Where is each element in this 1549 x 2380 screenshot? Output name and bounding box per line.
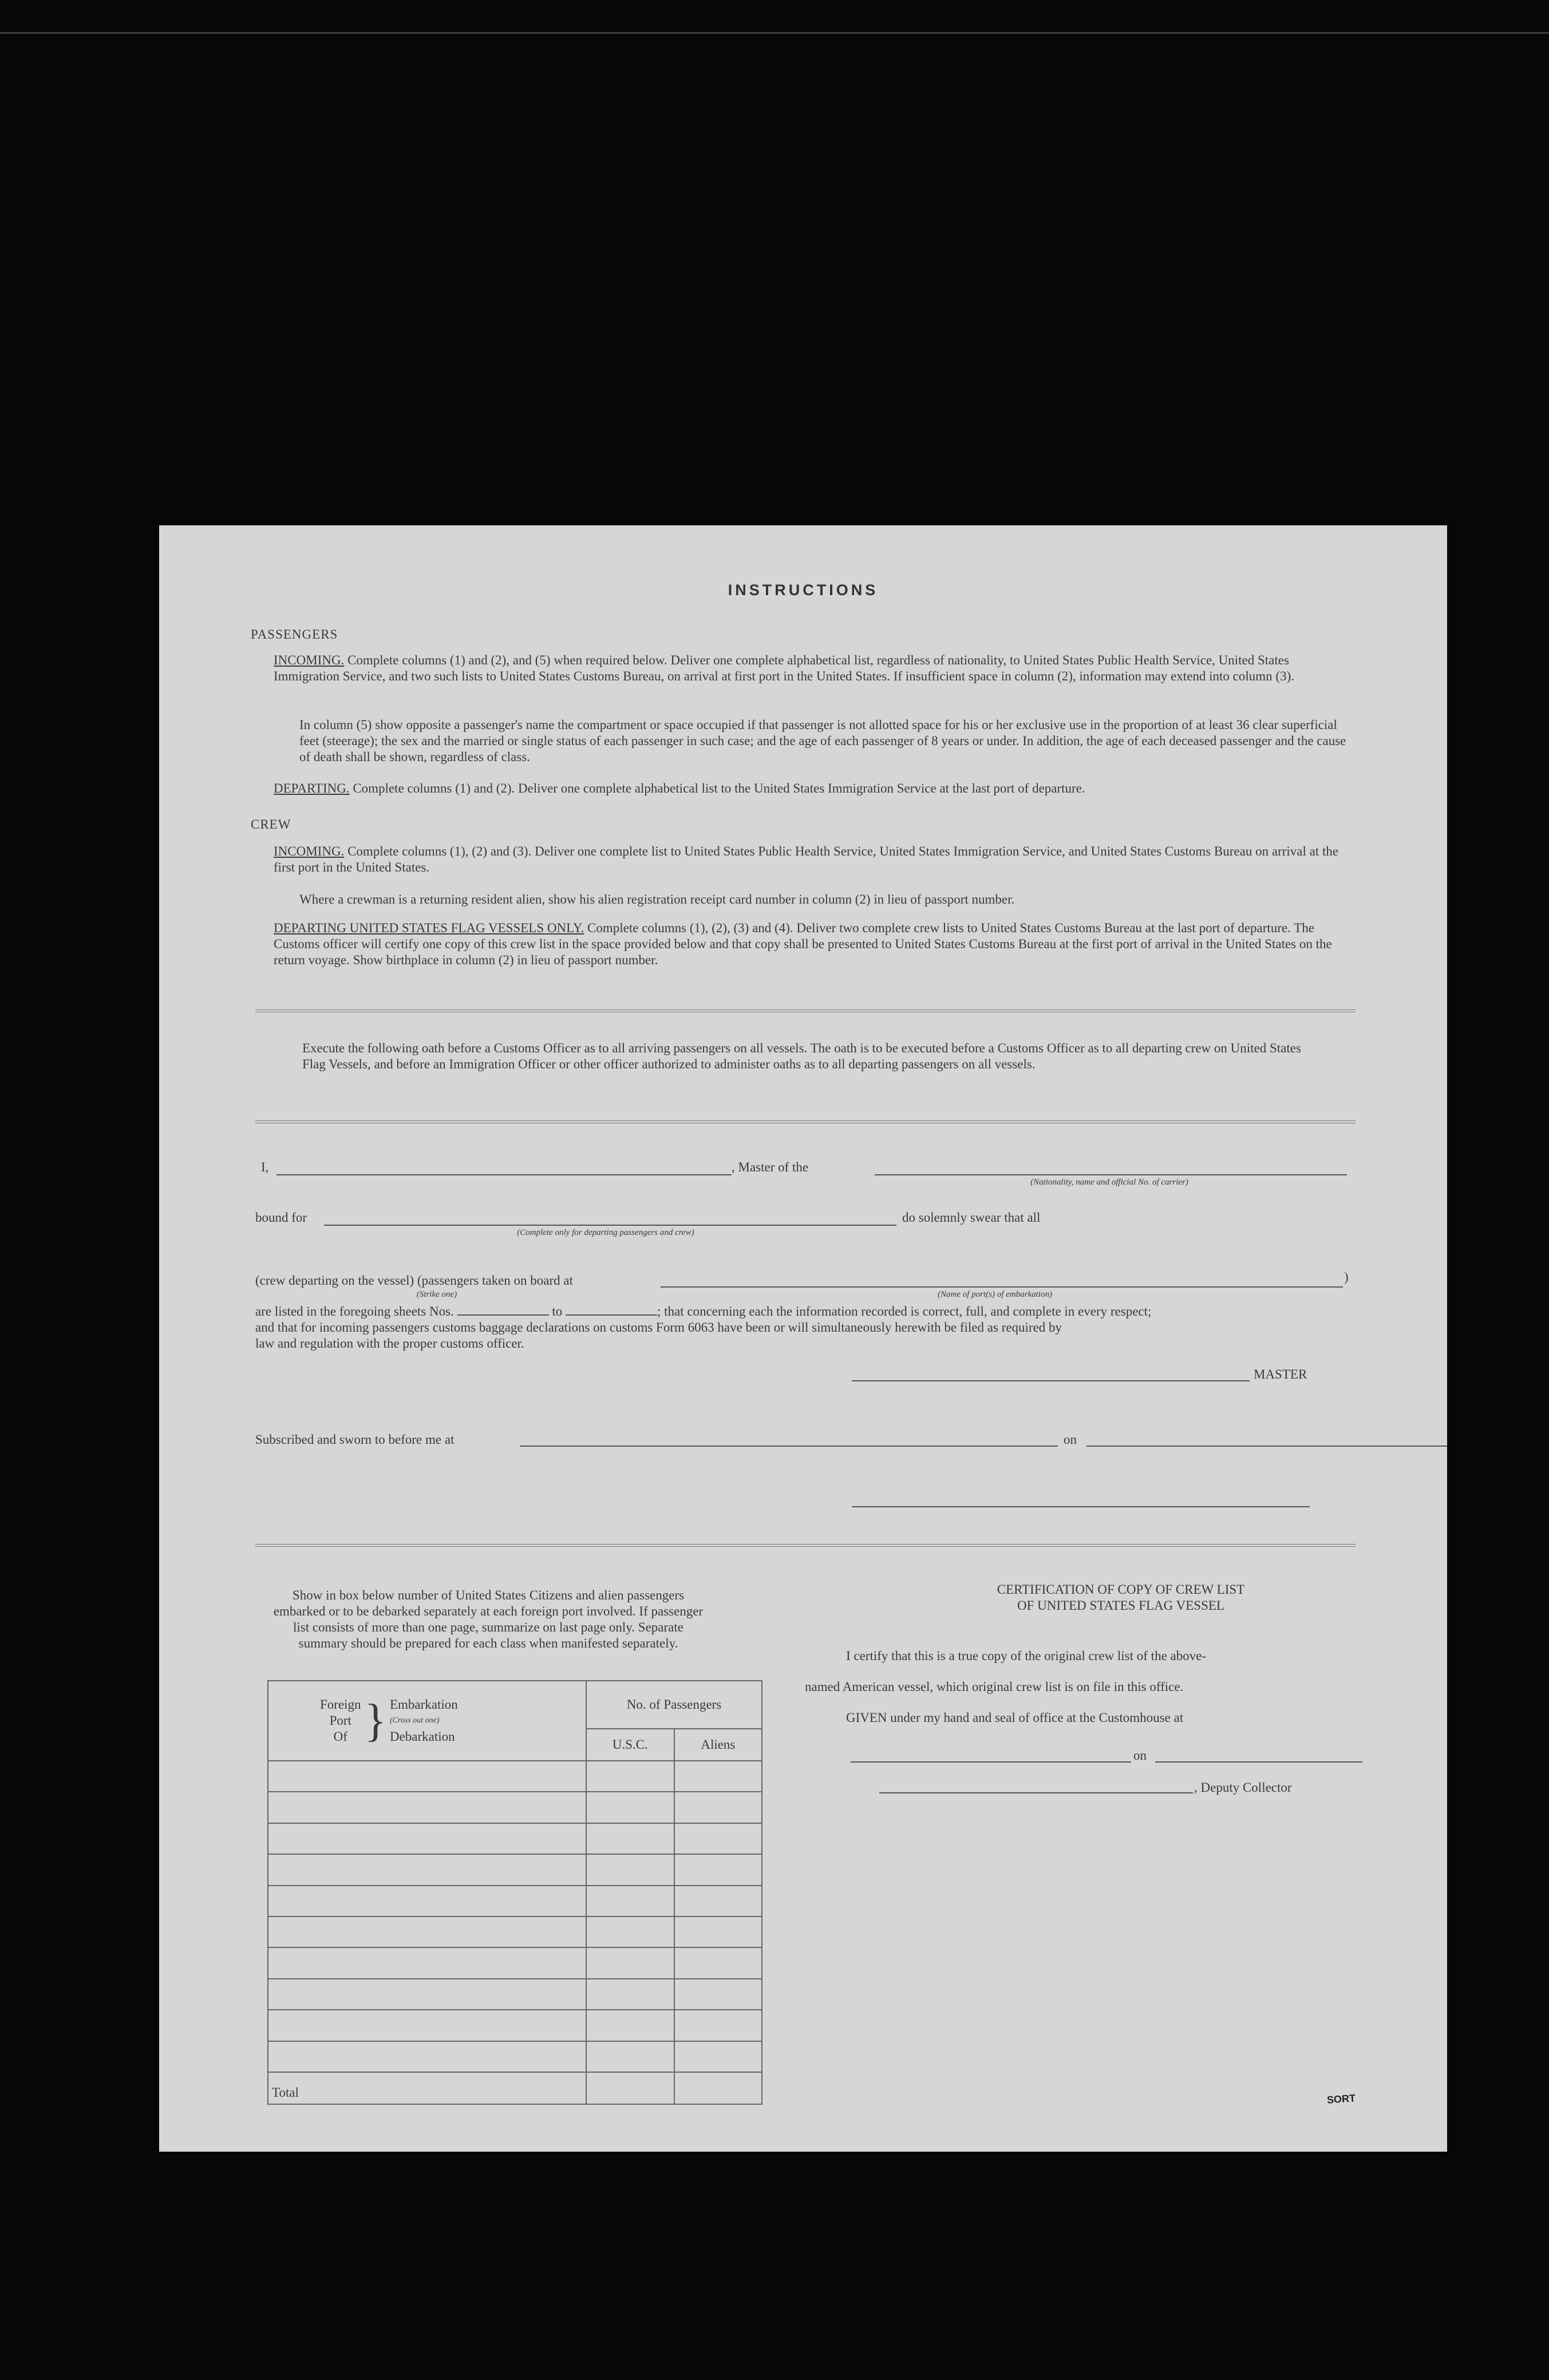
lower-divider — [255, 1544, 1356, 1547]
port-cell — [268, 1979, 586, 2010]
passenger-summary-table — [267, 1680, 762, 2105]
master-signature-line — [852, 1380, 1250, 1381]
passengers-departing-paragraph — [274, 781, 1350, 797]
crew-departing-text: Complete columns (1), (2), (3) and (4). Deliver two complete crew lists to United States Customs Bureau at the last port of departure. The Customs officer will certify one copy of this crew list in the space provided below and that copy shall be presented to United States Customs Bureau at the first port of arrival in the United States on the return voyage. Show birthplace in column (2) in lieu of passport number. — [274, 921, 1332, 967]
port-cell — [268, 1792, 586, 1823]
oath-divider — [255, 1120, 1356, 1123]
port-cell — [268, 1916, 586, 1947]
aliens-cell — [674, 1823, 762, 1854]
column5-paragraph: In column (5) show opposite a passenger's name the compartment or space occupied if that passenger is not allotted space for his or her exclusive use in the proportion of at least 36 clear superficial feet (steerage); the sex and the married or single status of each passenger in such case; and the age of each passenger of 8 years or under. In addition, the age of each deceased passenger and the cause of death shall be shown, regardless of class. — [299, 718, 1346, 764]
oath-listed-line — [255, 1304, 1354, 1320]
oath-crew-departing: (crew departing on the vessel) (passengers taken on board at — [255, 1273, 573, 1288]
port-foreign: Foreign — [320, 1697, 361, 1712]
ports-note: (Name of port(s) of embarkation) — [938, 1290, 1052, 1299]
aliens-cell — [674, 2041, 762, 2072]
passengers-incoming-text: Complete columns (1) and (2), and (5) when required below. Deliver one complete alphabetical list, regardless of nationality, to United States Public Health Service, United States Immigration Service, and two such lists to United States Customs Bureau, on arrival at first port in the United States. If insufficient space in column (2), information may extend into column (3). — [274, 653, 1294, 683]
port-cell — [268, 1947, 586, 1978]
usc-cell — [586, 1947, 674, 1978]
certification-title-line2: OF UNITED STATES FLAG VESSEL — [1017, 1598, 1224, 1613]
passengers-incoming-paragraph — [274, 652, 1350, 684]
passengers-header-cell: No. of Passengers — [586, 1681, 762, 1729]
oath-line3: law and regulation with the proper customs officer. — [255, 1336, 524, 1351]
carrier-line — [875, 1174, 1347, 1175]
certification-date-line — [1155, 1761, 1362, 1763]
document-page — [159, 525, 1447, 2152]
section-divider — [255, 1009, 1356, 1012]
crew-resident-paragraph: Where a crewman is a returning resident alien, show his alien registration receipt card number in column (2) in lieu of passport number. — [299, 892, 1015, 906]
aliens-cell — [674, 2010, 762, 2041]
deputy-signature-line — [879, 1792, 1193, 1793]
port-cell — [268, 1854, 586, 1885]
usc-header-cell: U.S.C. — [586, 1729, 674, 1761]
crew-departing-label: DEPARTING UNITED STATES FLAG VESSELS ONLY. — [274, 921, 584, 935]
aliens-cell — [674, 1854, 762, 1885]
aliens-cell — [674, 1947, 762, 1978]
complete-only-note: (Complete only for departing passengers and crew) — [517, 1228, 694, 1237]
subscribed-label: Subscribed and sworn to before me at — [255, 1432, 455, 1447]
certification-place-line — [851, 1761, 1131, 1763]
oath-listed-prefix: are listed in the foregoing sheets Nos. — [255, 1304, 454, 1318]
stamp-text: SORT — [1326, 2092, 1356, 2106]
subscribed-on: on — [1064, 1432, 1077, 1447]
strike-one-note: (Strike one) — [416, 1290, 457, 1299]
oath-master-of: , Master of the — [732, 1160, 809, 1174]
oath-to: to — [552, 1304, 563, 1318]
crew-departing-paragraph — [274, 920, 1350, 968]
crew-heading: CREW — [251, 817, 291, 831]
master-label: MASTER — [1254, 1367, 1307, 1381]
passengers-departing-text: Complete columns (1) and (2). Deliver one complete alphabetical list to the United States Immigration Service at the last port of departure. — [353, 781, 1085, 795]
oath-i: I, — [261, 1160, 269, 1174]
certification-text2: named American vessel, which original crew list is on file in this office. — [805, 1680, 1184, 1694]
usc-cell — [586, 2041, 674, 2072]
usc-cell — [586, 1979, 674, 2010]
port-cell — [268, 2010, 586, 2041]
film-border-line — [0, 32, 1549, 34]
port-cell — [268, 2041, 586, 2072]
total-label-cell: Total — [268, 2072, 586, 2104]
aliens-cell — [674, 1916, 762, 1947]
oath-bound-for: bound for — [255, 1210, 307, 1225]
summary-instruction: Show in box below number of United States Citizens and alien passengers embarked or to be debarked separately at each foreign port involved. If passenger list consists of more than one page, summarize on last page only. Separate summary should be prepared for each class when manifested separately. — [273, 1588, 704, 1650]
subscribed-place-line — [520, 1446, 1058, 1447]
usc-cell — [586, 1823, 674, 1854]
usc-cell — [586, 1761, 674, 1792]
brace-icon: } — [364, 1696, 386, 1746]
crew-incoming-text: Complete columns (1), (2) and (3). Deliver one complete list to United States Public Health Service, United States Immigration Service, and United States Customs Bureau on arrival at the first port in the United States. — [274, 844, 1339, 874]
certification-given: GIVEN under my hand and seal of office at the Customhouse at — [846, 1710, 1184, 1725]
page-title: INSTRUCTIONS — [728, 581, 879, 599]
cross-out-note: (Cross out one) — [389, 1716, 440, 1725]
aliens-cell — [674, 1886, 762, 1916]
oath-line2: and that for incoming passengers customs baggage declarations on customs Form 6063 have been or will simultaneously herewith be filed as required by — [255, 1320, 1062, 1334]
port-of: Of — [333, 1729, 347, 1744]
debarkation-label: Debarkation — [389, 1729, 455, 1744]
port-cell — [268, 1823, 586, 1854]
port-header-cell — [268, 1681, 586, 1761]
usc-cell — [586, 1792, 674, 1823]
certification-on: on — [1133, 1748, 1147, 1763]
usc-cell — [586, 1916, 674, 1947]
deputy-collector-label: , Deputy Collector — [1194, 1780, 1292, 1795]
usc-cell — [586, 1886, 674, 1916]
certification-title — [835, 1582, 1407, 1614]
port-port: Port — [329, 1713, 351, 1728]
aliens-cell — [674, 1761, 762, 1792]
aliens-cell — [674, 1979, 762, 2010]
ports-line — [661, 1286, 1343, 1288]
certification-text1: I certify that this is a true copy of the original crew list of the above- — [846, 1649, 1207, 1663]
master-name-line — [276, 1174, 732, 1175]
passengers-departing-label: DEPARTING. — [274, 781, 350, 795]
officer-signature-line — [852, 1506, 1310, 1507]
oath-solemnly: do solemnly swear that all — [902, 1210, 1041, 1225]
embarkation-label: Embarkation — [389, 1697, 458, 1712]
usc-cell — [586, 2010, 674, 2041]
passengers-heading: PASSENGERS — [251, 627, 338, 641]
port-cell — [268, 1761, 586, 1792]
certification-title-line1: CERTIFICATION OF COPY OF CREW LIST — [997, 1582, 1245, 1597]
oath-listed-suffix: ; that concerning each the information recorded is correct, full, and complete in every respect; — [657, 1304, 1152, 1318]
usc-cell — [586, 1854, 674, 1885]
aliens-cell — [674, 1792, 762, 1823]
crew-incoming-label: INCOMING. — [274, 844, 345, 858]
bound-for-line — [324, 1225, 896, 1226]
subscribed-date-line — [1086, 1446, 1447, 1447]
oath-close-paren: ) — [1344, 1270, 1349, 1284]
total-aliens-cell — [674, 2072, 762, 2104]
aliens-header-cell: Aliens — [674, 1729, 762, 1761]
crew-incoming-paragraph — [274, 844, 1350, 876]
port-cell — [268, 1886, 586, 1916]
passengers-incoming-label: INCOMING. — [274, 653, 345, 667]
total-usc-cell — [586, 2072, 674, 2104]
nationality-note: (Nationality, name and official No. of carrier) — [1030, 1178, 1188, 1187]
oath-instruction: Execute the following oath before a Customs Officer as to all arriving passengers on all vessels. The oath is to be executed before a Customs Officer as to all departing crew on United States Flag Vessels, and before an Immigration Officer or other officer authorized to administer oaths as to all departing passengers on all vessels. — [302, 1041, 1301, 1071]
